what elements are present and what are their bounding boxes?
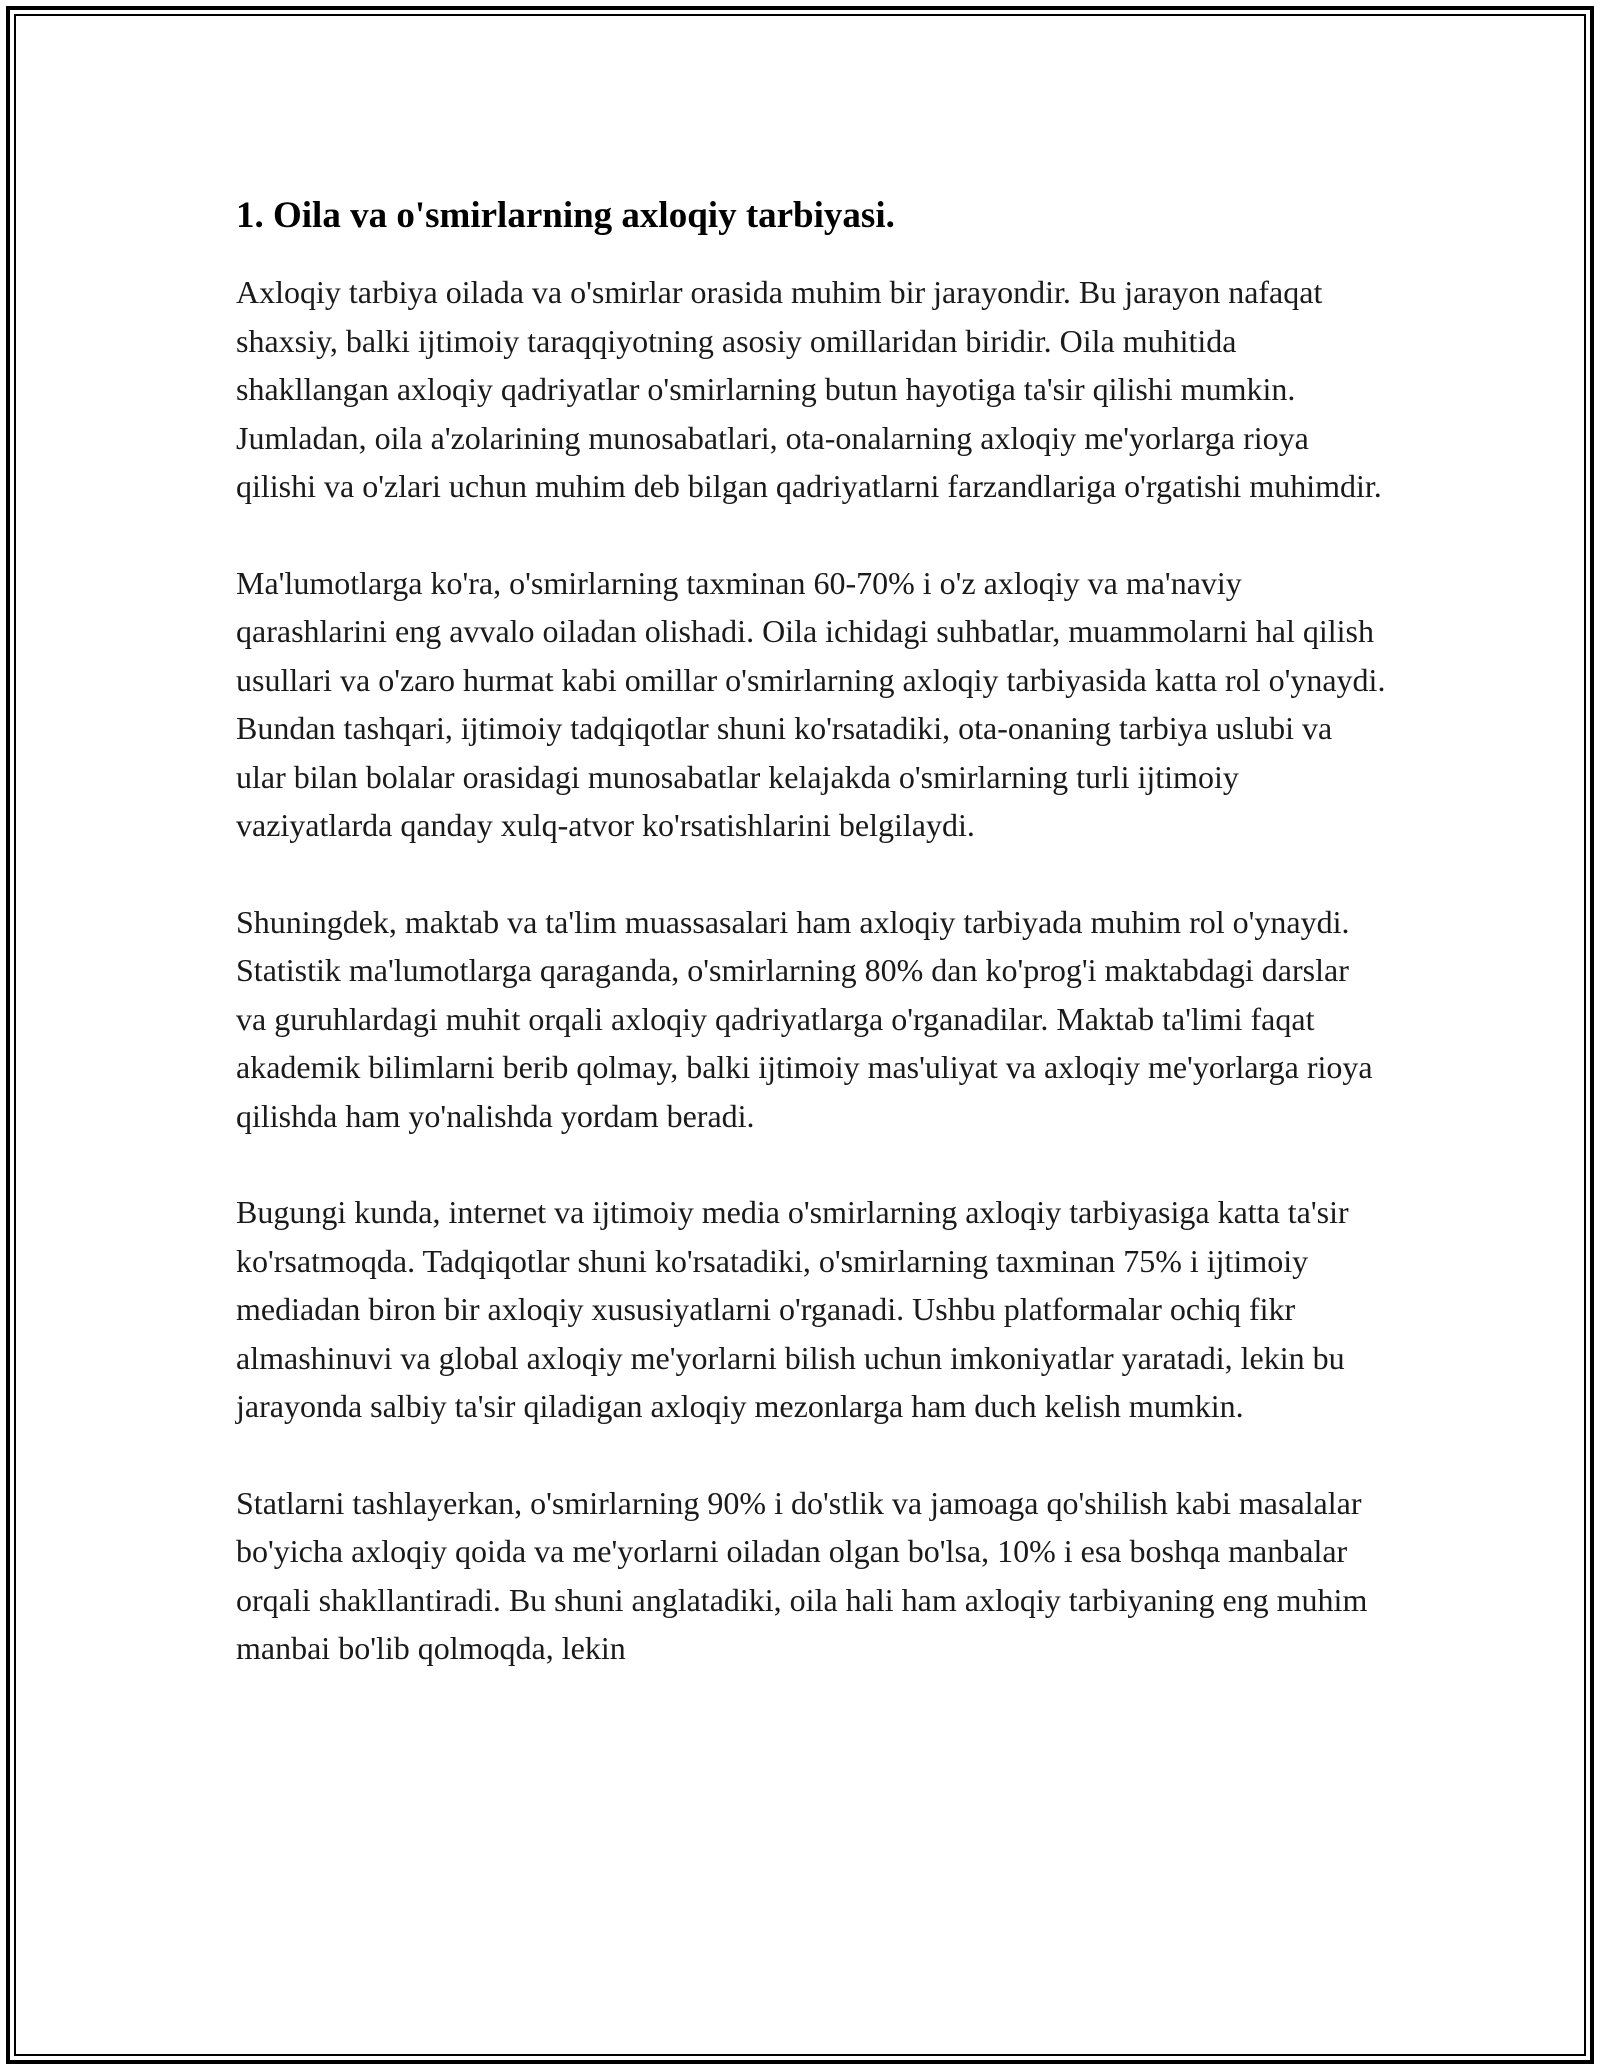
paragraph-5: Statlarni tashlayerkan, o'smirlarning 90% i do'stlik va jamoaga qo'shilish kabi masalalar bo'yicha axloqiy qoida va me'yorlarni oiladan olgan bo'lsa, 10% i esa boshqa manbalar orqali shakllantiradi. Bu shuni anglatadiki, oila hali ham axloqiy tarbiyaning eng muhim manbai bo'lib qolmoqda, lekin	[236, 1484, 1368, 1666]
paragraph-4: Bugungi kunda, internet va ijtimoiy media o'smirlarning axloqiy tarbiyasiga katta ta'sir ko'rsatmoqda. Tadqiqotlar shuni ko'rsatadiki, o'smirlarning taxminan 75% i ijtimoiy mediadan biron bir axloqiy xususiyatlarni o'rganadi. Ushbu platformalar ochiq fikr almashinuvi va global axloqiy me'yorlarni bilish uchun imkoniyatlar yaratadi, lekin bu jarayonda salbiy ta'sir qiladigan axloqiy mezonlarga ham duch kelish mumkin.	[236, 1194, 1349, 1424]
section-heading: 1. Oila va o'smirlarning axloqiy tarbiyasi.	[236, 195, 895, 236]
paragraph-1: Axloqiy tarbiya oilada va o'smirlar orasida muhim bir jarayondir. Bu jarayon nafaqat shaxsiy, balki ijtimoiy taraqqiyotning asosiy omillaridan biridir. Oila muhitida shakllangan axloqiy qadriyatlar o'smirlarning butun hayotiga ta'sir qilishi mumkin. Jumladan, oila a'zolarining munosabatlari, ota-onalarning axloqiy me'yorlarga rioya qilishi va o'zlari uchun muhim deb bilgan qadriyatlarni farzandlariga o'rgatishi muhimdir.	[236, 274, 1382, 504]
paragraph-2: Ma'lumotlarga ko'ra, o'smirlarning taxminan 60-70% i o'z axloqiy va ma'naviy qarashlarini eng avvalo oiladan olishadi. Oila ichidagi suhbatlar, muammolarni hal qilish usullari va o'zaro hurmat kabi omillar o'smirlarning axloqiy tarbiyasida katta rol o'ynaydi. Bundan tashqari, ijtimoiy tadqiqotlar shuni ko'rsatadiki, ota-onaning tarbiya uslubi va ular bilan bolalar orasidagi munosabatlar kelajakda o'smirlarning turli ijtimoiy vaziyatlarda qanday xulq-atvor ko'rsatishlarini belgilaydi.	[236, 564, 1386, 843]
document-body	[236, 186, 1386, 1721]
paragraph-3: Shuningdek, maktab va ta'lim muassasalari ham axloqiy tarbiyada muhim rol o'ynaydi. Statistik ma'lumotlarga qaraganda, o'smirlarning 80% dan ko'prog'i maktabdagi darslar va guruhlardagi muhit orqali axloqiy qadriyatlarga o'rganadilar. Maktab ta'limi faqat akademik bilimlarni berib qolmay, balki ijtimoiy mas'uliyat va axloqiy me'yorlarga rioya qilishda ham yo'nalishda yordam beradi.	[236, 903, 1373, 1134]
